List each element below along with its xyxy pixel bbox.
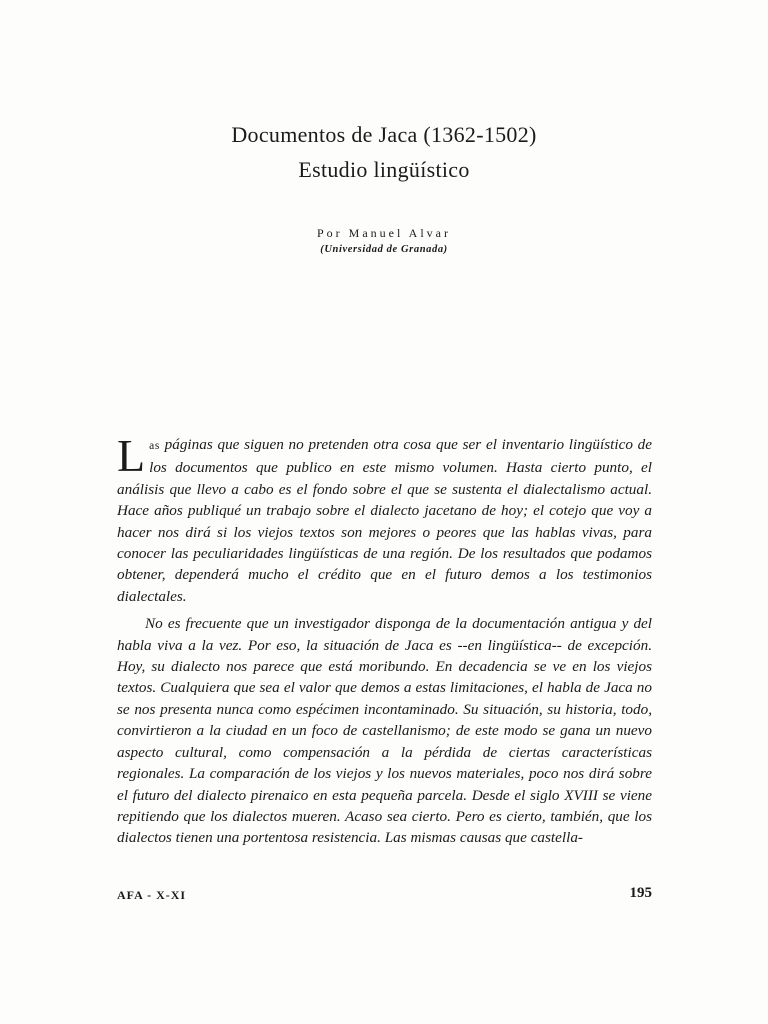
page-number: 195 <box>629 885 652 901</box>
drop-cap: L <box>117 430 146 481</box>
paragraph-1 <box>117 430 653 607</box>
article-subtitle: Estudio lingüístico <box>298 157 470 182</box>
first-word-smallcaps: as <box>149 440 160 452</box>
author-byline: Por Manuel Alvar <box>317 226 451 240</box>
author-affiliation: (Universidad de Granada) <box>320 244 448 255</box>
article-title: Documentos de Jaca (1362-1502) <box>231 122 537 147</box>
paragraph-2: No es frecuente que un investigador disponga de la documentación antigua y del habla viva a la vez. Por eso, la situación de Jaca es --en lingüística-- de excepción. Hoy, su dialecto nos parece que está moribundo. En decadencia se ve en los viejos textos. Cualquiera que sea el valor que demos a estas limitaciones, el habla de Jaca no se nos presenta nunca como espécimen incontaminado. Su situación, su historia, todo, convirtieron a la ciudad en un foco de castellanismo; de este modo se gana un nuevo aspecto cultural, como compensación a la pérdida de ciertas características regionales. La comparación de los viejos y los nuevos materiales, poco nos dirá sobre el futuro del dialecto pirenaico en esta pequeña parcela. Desde el siglo XVIII se viene repitiendo que los dialectos mueren. Acaso sea cierto. Pero es cierto, también, que los dialectos tienen una portentosa resistencia. Las mismas causas que castella- <box>117 615 652 847</box>
article-body <box>117 430 653 849</box>
paragraph-1-text: páginas que siguen no pretenden otra cosa que ser el inventario lingüístico de los documentos que publico en este mismo volumen. Hasta cierto punto, el análisis que llevo a cabo es el fondo sobre el que se sustenta el dialectalismo actual. Hace años publiqué un trabajo sobre el dialecto jacetano de hoy; el cotejo que voy a hacer nos dirá si los viejos textos son mejores o peores que las hablas vivas, para conocer las peculiaridades lingüísticas de una región. De los resultados que podamos obtener, dependerá mucho el crédito que en el futuro demos a los testimonios dialectales. <box>117 436 653 605</box>
journal-footer: AFA - X-XI <box>117 888 187 902</box>
